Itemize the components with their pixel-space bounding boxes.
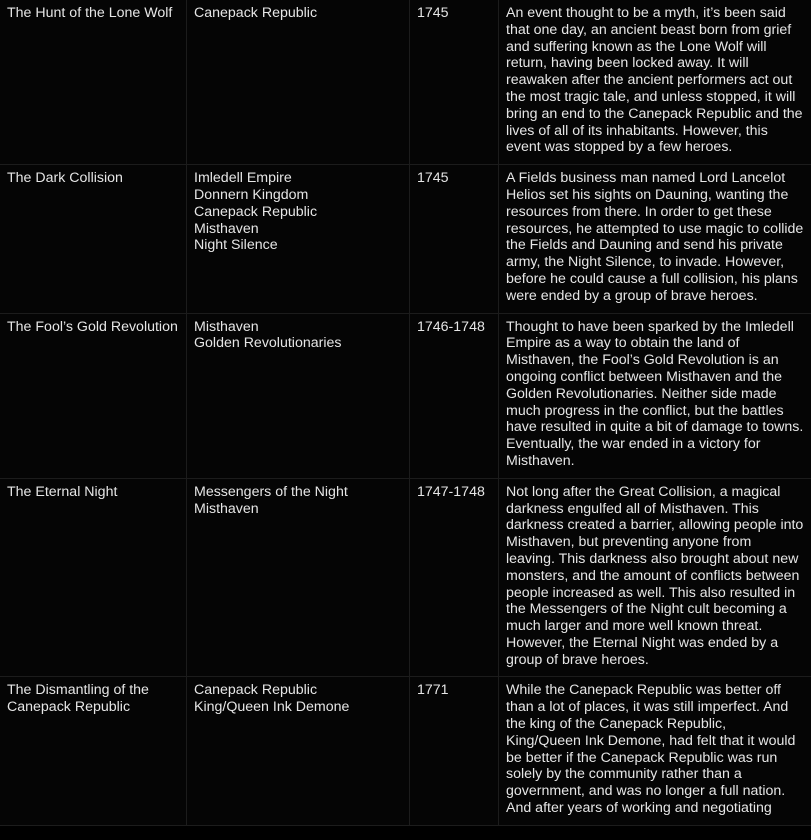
party-item: Donnern Kingdom (194, 186, 309, 203)
parties-cell (187, 313, 410, 478)
party-item: Canepack Republic (194, 203, 318, 220)
parties-cell (187, 0, 410, 165)
table-row (0, 677, 811, 825)
party-item: Canepack Republic (194, 5, 318, 21)
event-name-cell: The Eternal Night (0, 478, 187, 677)
description-cell: An event thought to be a myth, it’s been said that one day, an ancient beast born from grief and suffering known as the Lone Wolf will return, having been locked away. It will reawaken after the ancient performers act out the most tragic tale, and unless stopped, it will bring an end to the Canepack Republic and the lives of all of its inhabitants. However, this event was stopped by a few heroes. (499, 0, 811, 165)
parties-cell (187, 165, 410, 313)
party-item: Golden Revolutionaries (194, 335, 342, 352)
party-item: Imledell Empire (194, 170, 292, 187)
event-name-cell: The Fool’s Gold Revolution (0, 313, 187, 478)
year-cell: 1771 (410, 677, 499, 825)
parties-cell (187, 478, 410, 677)
party-item: Misthaven (194, 318, 259, 335)
table-row (0, 313, 811, 478)
party-item: Misthaven (194, 500, 259, 517)
party-item: Misthaven (194, 220, 259, 237)
description-cell: While the Canepack Republic was better off than a lot of places, it was still imperfect. And the king of the Canepack Republic, King/Queen Ink Demone, had felt that it would be better if the Canepack Republic was run solely by the community rather than a government, and was no longer a full nation. And after years of working and negotiating (499, 677, 811, 825)
party-item: Night Silence (194, 237, 278, 254)
event-name-cell: The Dark Collision (0, 165, 187, 313)
description-cell: Not long after the Great Collision, a magical darkness engulfed all of Misthaven. This darkness created a barrier, allowing people into Misthaven, but preventing anyone from leaving. This darkness also brought about new monsters, and the amount of conflicts between people increased as well. This also resulted in the Messengers of the Night cult becoming a much larger and more well known threat. However, the Eternal Night was ended by a group of brave heroes. (499, 478, 811, 677)
year-cell: 1746-1748 (410, 313, 499, 478)
party-item: Canepack Republic (194, 682, 318, 699)
event-name-cell: The Hunt of the Lone Wolf (0, 0, 187, 165)
table-row (0, 478, 811, 677)
table-row (0, 165, 811, 313)
party-item: Messengers of the Night (194, 483, 348, 500)
table-row (0, 0, 811, 165)
description-cell: Thought to have been sparked by the Imledell Empire as a way to obtain the land of Misthaven, the Fool’s Gold Revolution is an ongoing conflict between Misthaven and the Golden Revolutionaries. Neither side made much progress in the conflict, but the battles have resulted in quite a bit of damage to towns. Eventually, the war ended in a victory for Misthaven. (499, 313, 811, 478)
year-cell: 1747-1748 (410, 478, 499, 677)
year-cell: 1745 (410, 0, 499, 165)
parties-cell (187, 677, 410, 825)
year-cell: 1745 (410, 165, 499, 313)
party-item: King/Queen Ink Demone (194, 699, 350, 716)
description-cell: A Fields business man named Lord Lancelot Helios set his sights on Dauning, wanting the resources from there. In order to get these resources, he attempted to use magic to collide the Fields and Dauning and send his private army, the Night Silence, to invade. However, before he could cause a full collision, his plans were ended by a group of brave heroes. (499, 165, 811, 313)
event-name-cell: The Dismantling of the Canepack Republic (0, 677, 187, 825)
